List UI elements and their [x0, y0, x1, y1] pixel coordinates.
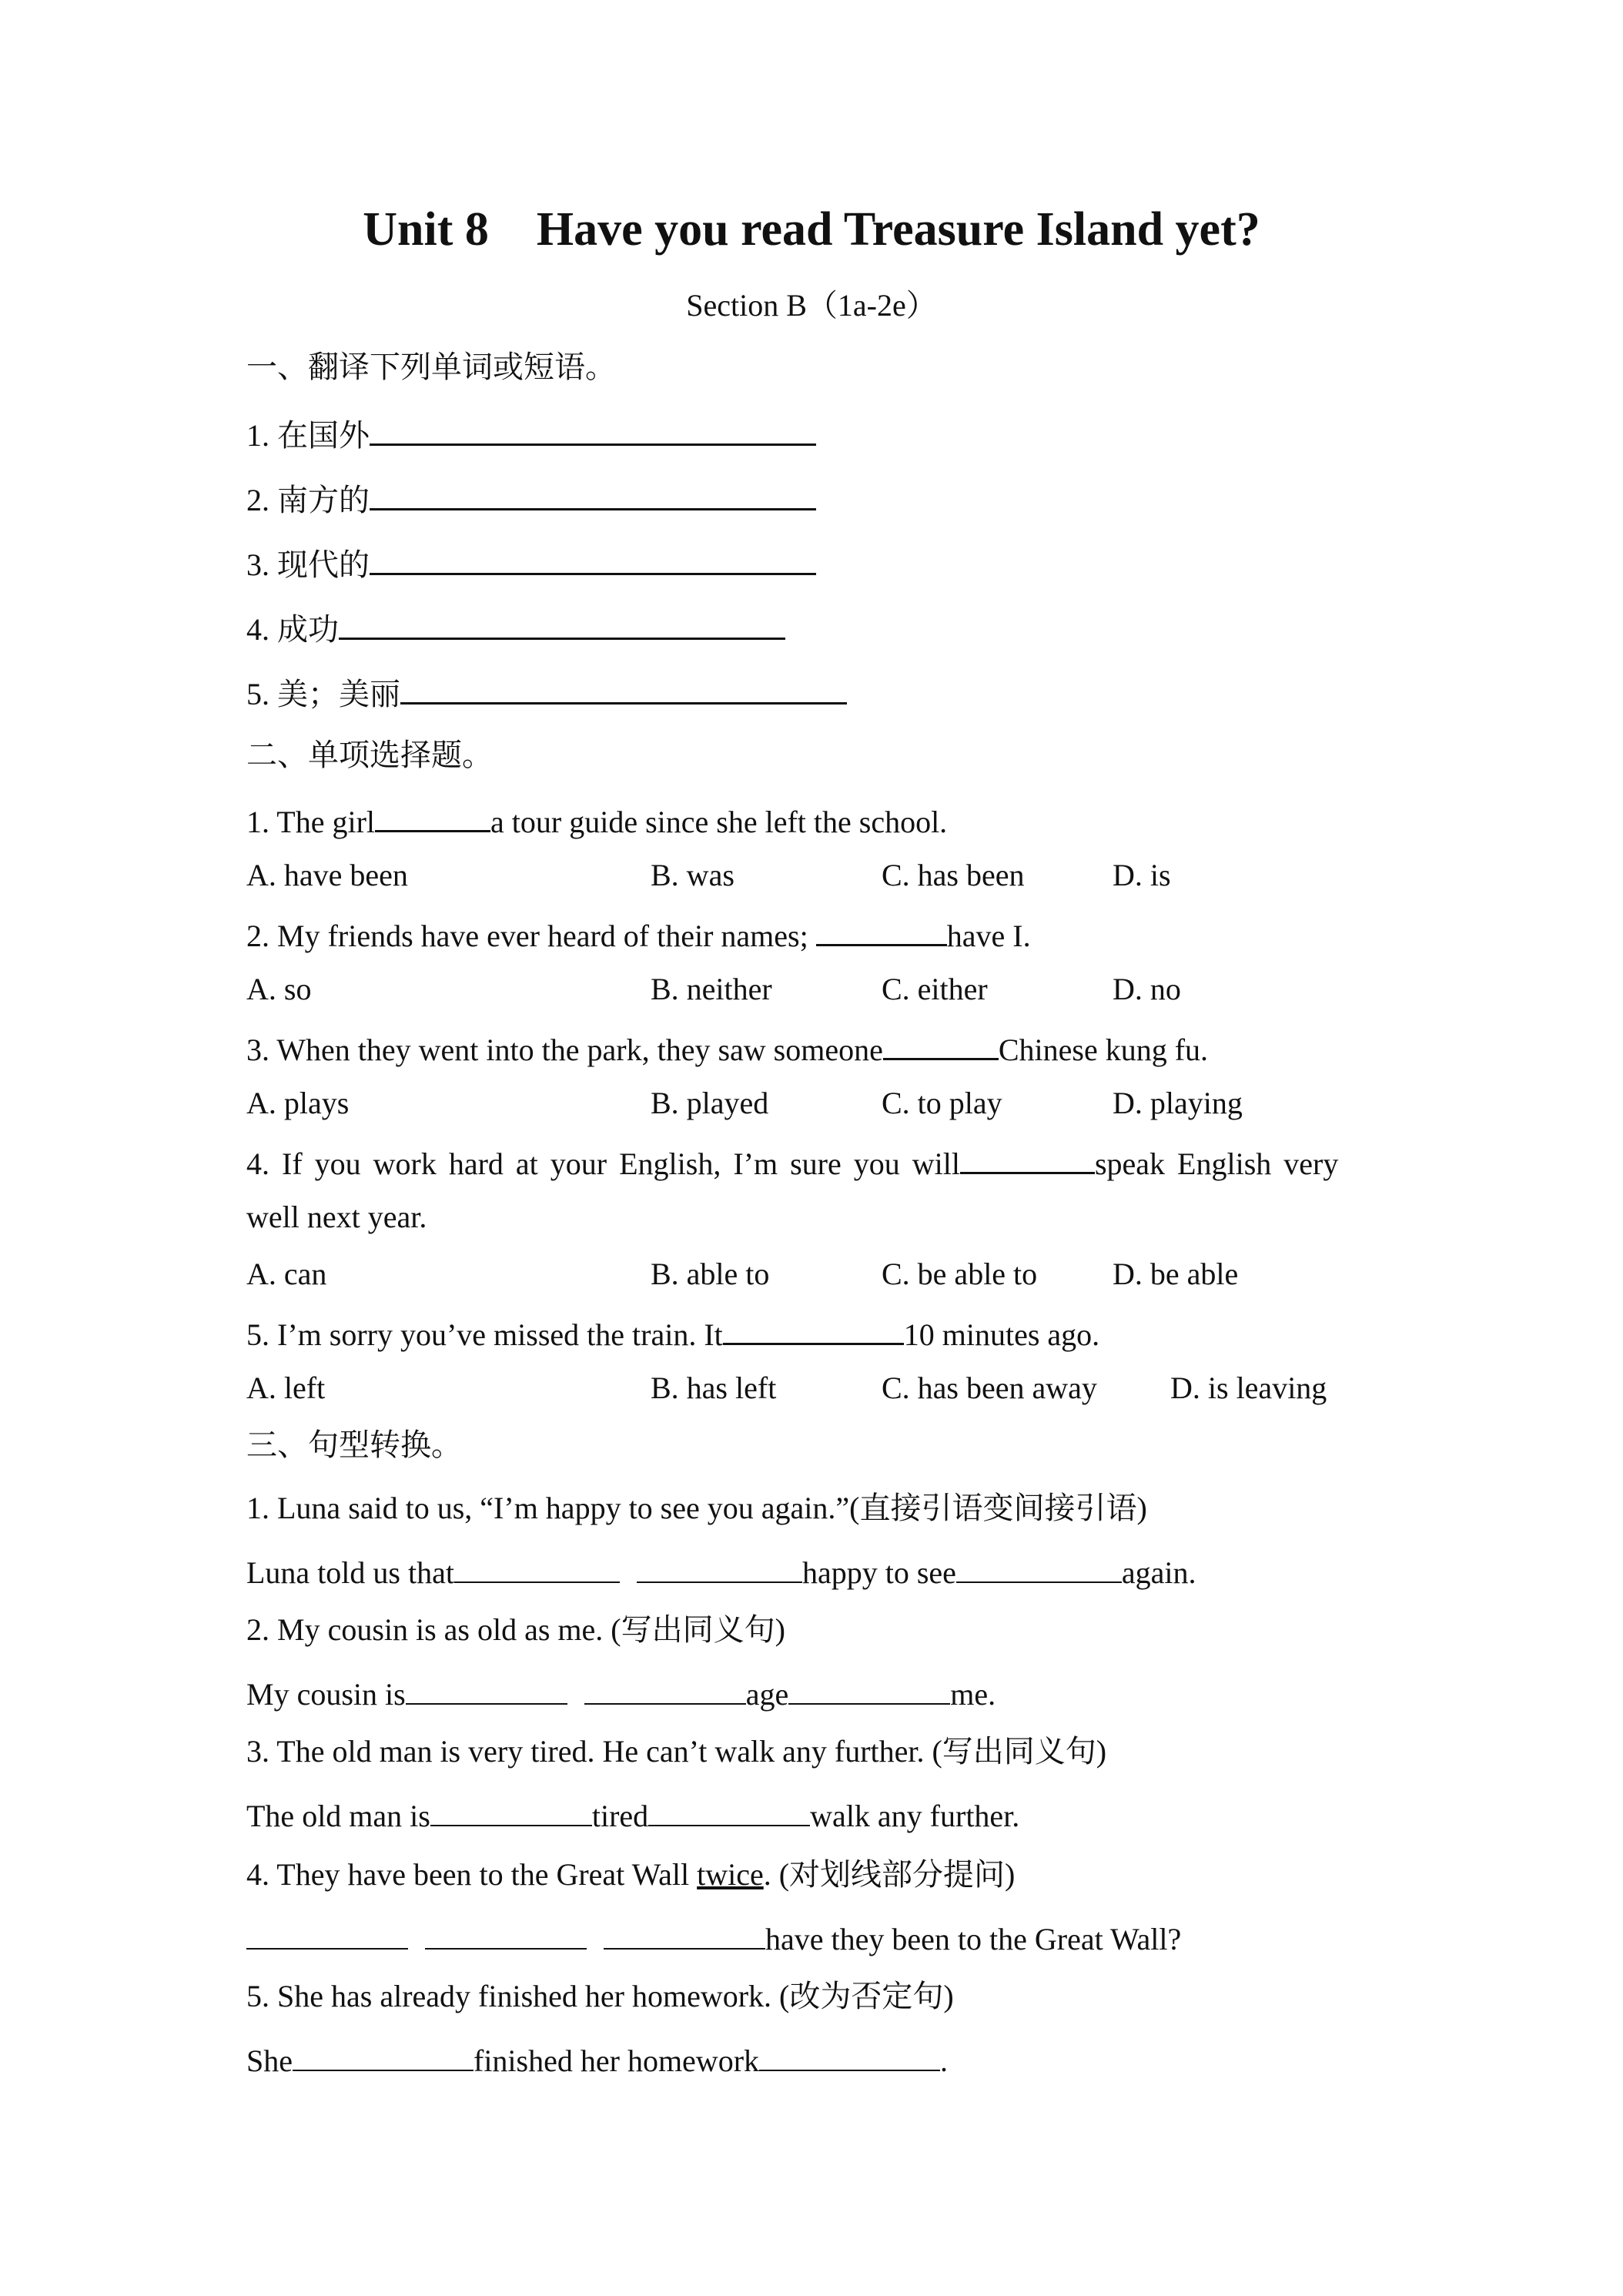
part2-heading: 二、单项选择题。 [246, 738, 493, 772]
answer-blank[interactable] [723, 1312, 904, 1345]
transform-answer-2: My cousin is age me. [246, 1672, 996, 1714]
option-a[interactable]: A. left [246, 1371, 326, 1405]
choice-question-4: 4. If you work hard at your English, I’m sure you will speak English very [246, 1141, 1338, 1183]
option-b[interactable]: B. has left [651, 1371, 777, 1405]
part1-item-5: 5. 美；美丽 [246, 671, 847, 714]
answer-blank[interactable] [375, 799, 490, 832]
option-c[interactable]: C. either [882, 972, 988, 1006]
section-subtitle: Section B（1a-2e） [686, 288, 937, 323]
option-a[interactable]: A. so [246, 972, 312, 1006]
transform-question-5: 5. She has already finished her homework. (改为否定句) [246, 1979, 954, 2013]
option-d[interactable]: D. no [1113, 972, 1181, 1006]
option-a[interactable]: A. can [246, 1257, 327, 1291]
option-d[interactable]: D. is [1113, 858, 1171, 892]
answer-blank[interactable] [425, 1917, 587, 1950]
answer-blank[interactable] [788, 1672, 950, 1705]
part3-heading: 三、句型转换。 [246, 1427, 462, 1462]
option-a[interactable]: A. plays [246, 1086, 350, 1120]
choice-question-2: 2. My friends have ever heard of their names; have I. [246, 913, 1031, 956]
transform-question-1: 1. Luna said to us, “I’m happy to see you again.”(直接引语变间接引语) [246, 1491, 1147, 1525]
answer-blank[interactable] [956, 1551, 1122, 1583]
part1-item-1: 1. 在国外 [246, 413, 816, 455]
part1-item-2: 2. 南方的 [246, 477, 816, 520]
choice-question-3: 3. When they went into the park, they saw someone Chinese kung fu. [246, 1027, 1208, 1069]
page-title: Unit 8 Have you read Treasure Island yet? [363, 203, 1260, 256]
transform-answer-4: have they been to the Great Wall? [246, 1917, 1181, 1959]
option-b[interactable]: B. neither [651, 972, 772, 1006]
answer-blank[interactable] [370, 477, 816, 510]
underlined-word: twice [697, 1857, 764, 1892]
answer-blank[interactable] [293, 2039, 474, 2071]
option-b[interactable]: B. played [651, 1086, 769, 1120]
choice-question-1: 1. The girl a tour guide since she left the school. [246, 799, 947, 842]
option-d[interactable]: D. is leaving [1170, 1371, 1327, 1405]
part1-heading: 一、翻译下列单词或短语。 [246, 350, 616, 384]
option-b[interactable]: B. able to [651, 1257, 770, 1291]
choice-question-4-continued: well next year. [246, 1200, 427, 1234]
transform-answer-1: Luna told us that happy to see again. [246, 1551, 1196, 1592]
answer-blank[interactable] [339, 607, 785, 640]
answer-blank[interactable] [400, 671, 847, 705]
transform-answer-5: She finished her homework . [246, 2039, 948, 2080]
option-c[interactable]: C. be able to [882, 1257, 1038, 1291]
answer-blank[interactable] [454, 1551, 620, 1583]
option-c[interactable]: C. to play [882, 1086, 1002, 1120]
part1-item-3: 3. 现代的 [246, 542, 816, 584]
answer-blank[interactable] [370, 542, 816, 575]
part1-item-4: 4. 成功 [246, 607, 785, 649]
answer-blank[interactable] [960, 1141, 1095, 1174]
option-c[interactable]: C. has been [882, 858, 1025, 892]
transform-answer-3: The old man is tired walk any further. [246, 1794, 1019, 1836]
answer-blank[interactable] [759, 2039, 940, 2071]
answer-blank[interactable] [584, 1672, 746, 1705]
transform-question-2: 2. My cousin is as old as me. (写出同义句) [246, 1612, 785, 1647]
answer-blank[interactable] [246, 1917, 408, 1950]
choice-question-5: 5. I’m sorry you’ve missed the train. It 10 minutes ago. [246, 1312, 1099, 1354]
answer-blank[interactable] [637, 1551, 802, 1583]
answer-blank[interactable] [648, 1794, 810, 1826]
answer-blank[interactable] [430, 1794, 592, 1826]
option-c[interactable]: C. has been away [882, 1371, 1097, 1405]
option-d[interactable]: D. be able [1113, 1257, 1239, 1291]
answer-blank[interactable] [816, 913, 947, 946]
answer-blank[interactable] [604, 1917, 765, 1950]
transform-question-3: 3. The old man is very tired. He can’t walk any further. (写出同义句) [246, 1734, 1107, 1769]
option-d[interactable]: D. playing [1113, 1086, 1243, 1120]
transform-question-4: 4. They have been to the Great Wall twice. (对划线部分提问) [246, 1857, 1016, 1892]
answer-blank[interactable] [883, 1027, 999, 1060]
answer-blank[interactable] [370, 413, 816, 446]
option-a[interactable]: A. have been [246, 858, 408, 892]
answer-blank[interactable] [406, 1672, 567, 1705]
option-b[interactable]: B. was [651, 858, 735, 892]
